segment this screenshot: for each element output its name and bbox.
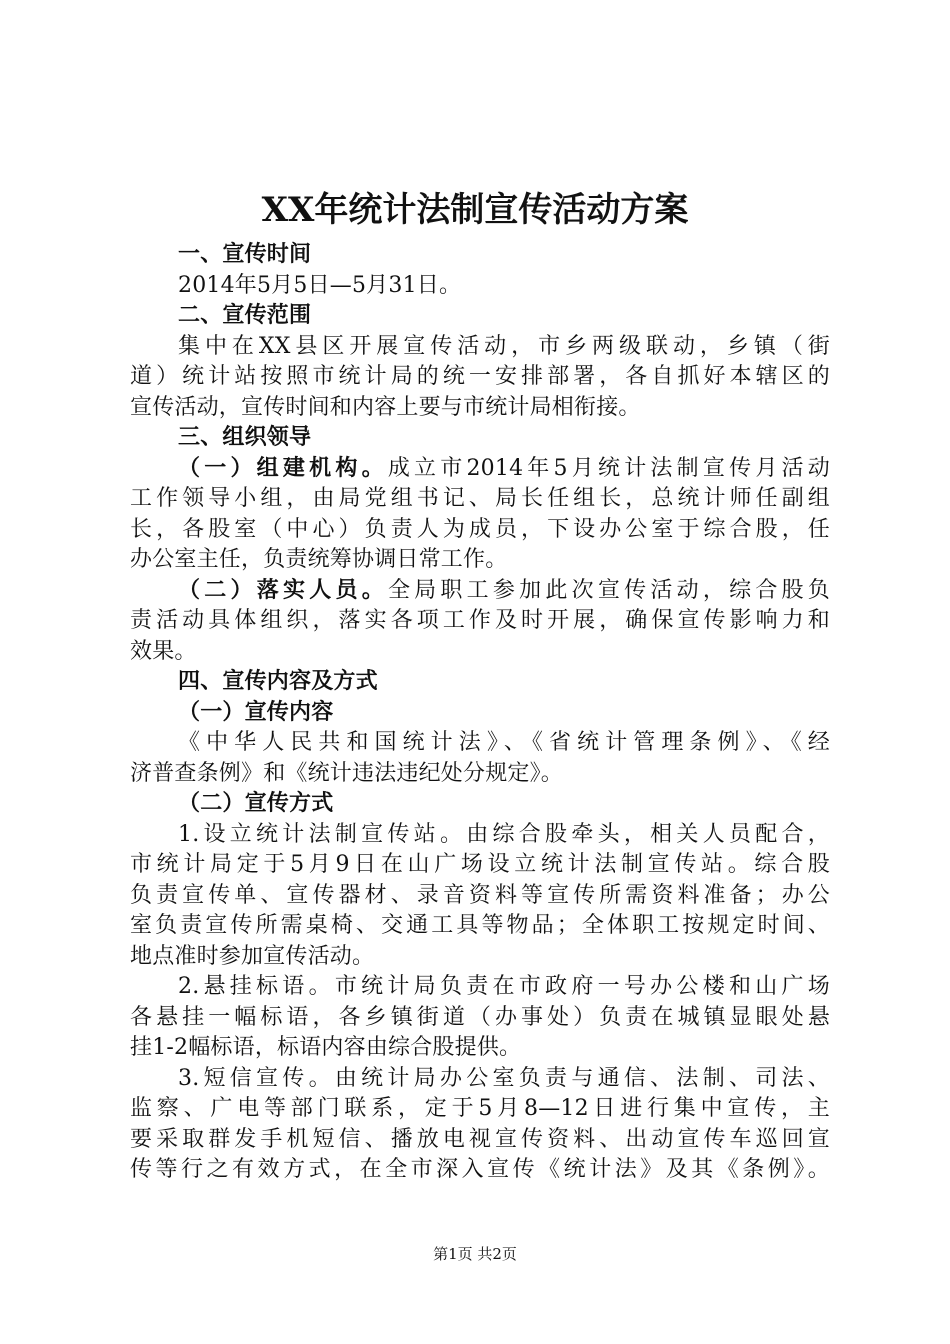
paragraph-line: 工作领导小组，由局党组书记、局长任组长，总统计师任副组 [130, 486, 830, 511]
paragraph-line: 3.短信宣传。由统计局办公室负责与通信、法制、司法、 [178, 1065, 830, 1091]
section-heading: （一）宣传内容 [178, 699, 334, 725]
paragraph-line: 地点准时参加宣传活动。 [130, 943, 375, 969]
section-heading: 一、宣传时间 [178, 242, 312, 267]
paragraph-line: 2014年5月5日—5月31日。 [178, 272, 462, 298]
paragraph-line: 负责宣传单、宣传器材、录音资料等宣传所需资料准备；办公 [130, 882, 830, 908]
paragraph-line: 要采取群发手机短信、播放电视宣传资料、出动宣传车巡回宣 [130, 1126, 830, 1152]
paragraph-line: 道）统计站按照市统计局的统一安排部署，各自抓好本辖区的 [130, 364, 830, 389]
paragraph-text: 全局职工参加此次宣传活动，综合股负 [387, 577, 830, 603]
section-heading: 四、宣传内容及方式 [178, 669, 378, 694]
paragraph-line: 各悬挂一幅标语，各乡镇街道（办事处）负责在城镇显眼处悬 [130, 1004, 830, 1030]
page-footer: 第1页 共2页 [433, 1245, 517, 1263]
paragraph-line: 集中在XX县区开展宣传活动，市乡两级联动，乡镇（街 [178, 333, 830, 359]
paragraph-lead: （二）落实人员。 [178, 577, 388, 603]
paragraph-line: 宣传活动，宣传时间和内容上要与市统计局相衔接。 [130, 394, 641, 420]
paragraph-line: 监察、广电等部门联系，定于5月8—12日进行集中宣传，主 [130, 1096, 830, 1121]
section-heading: 三、组织领导 [178, 425, 312, 450]
paragraph-line: 室负责宣传所需桌椅、交通工具等物品；全体职工按规定时间、 [130, 913, 830, 938]
paragraph-line [130, 576, 830, 607]
paragraph-line: 责活动具体组织，落实各项工作及时开展，确保宣传影响力和 [130, 608, 830, 633]
document-body [130, 240, 830, 1186]
paragraph-line: 2.悬挂标语。市统计局负责在市政府一号办公楼和山广场 [178, 974, 830, 999]
document-title: XX年统计法制宣传活动方案 [261, 190, 689, 230]
paragraph-text: 成立市2014年5月统计法制宣传月活动 [387, 455, 830, 481]
paragraph-line: 市统计局定于5月9日在山广场设立统计法制宣传站。综合股 [130, 852, 830, 877]
paragraph-line: 济普查条例》和《统计违法违纪处分规定》。 [130, 760, 564, 786]
paragraph-line: 1.设立统计法制宣传站。由综合股牵头，相关人员配合， [178, 821, 830, 847]
paragraph-line: 传等行之有效方式，在全市深入宣传《统计法》及其《条例》。 [130, 1157, 830, 1182]
section-heading: 二、宣传范围 [178, 303, 312, 328]
paragraph-line: 挂1-2幅标语，标语内容由综合股提供。 [130, 1035, 522, 1060]
paragraph-line: 效果。 [130, 638, 197, 664]
section-heading: （二）宣传方式 [178, 791, 334, 816]
paragraph-lead: （一）组建机构。 [178, 455, 388, 481]
paragraph-line: 长，各股室（中心）负责人为成员，下设办公室于综合股，任 [130, 516, 830, 542]
paragraph-line: 《中华人民共和国统计法》、《省统计管理条例》、《经 [178, 730, 830, 755]
paragraph-line [130, 454, 830, 485]
paragraph-line: 办公室主任，负责统筹协调日常工作。 [130, 547, 508, 572]
